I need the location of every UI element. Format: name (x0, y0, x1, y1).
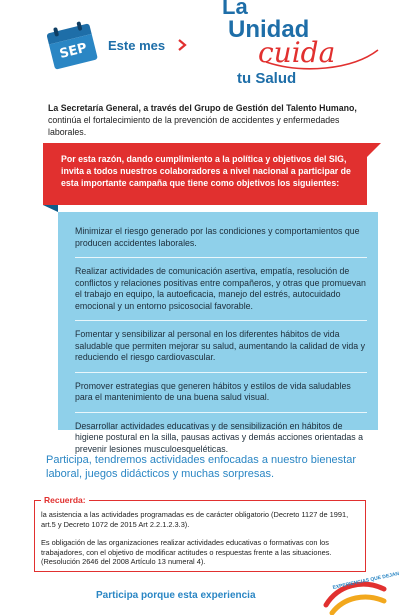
recuerda-box (34, 495, 366, 572)
campaign-text: Por esta razón, dando cumplimiento a la política y objetivos del SIG, invita a todos nuestros colaboradores a nivel nacional a participar de esta importante campaña que tiene como objetivos los siguientes: (61, 154, 351, 188)
calendar-label: SEP (49, 34, 98, 70)
recuerda-text (41, 510, 359, 576)
objectives-list (75, 226, 367, 455)
logo-cuida: cuida (258, 36, 336, 69)
objective-item: Promover estrategias que generen hábitos y estilos de vida saludables para el mantenimiento de una buena salud visual. (75, 380, 351, 402)
header (0, 0, 400, 100)
divider (75, 412, 367, 413)
campaign-red-box (43, 143, 367, 205)
objective-item: Realizar actividades de comunicación asertiva, empatía, resolución de conflictos y relaciones positivas entre compañeros, y otras que promuevan el trabajo en equipo, la autoeficacia, manejo del estrés, autocuidado emocional y un entorno psicosocial favorable. (75, 266, 366, 311)
intro-rest: continúa el fortalecimiento de la prevención de accidentes y enfermedades laborales. (48, 115, 340, 137)
logo-tu-salud: tu Salud (237, 70, 297, 87)
logo-unidad: Unidad (228, 16, 310, 43)
objective-item: Fomentar y sensibilizar al personal en los diferentes hábitos de vida saludable que permiten mejorar su salud, aumentando la calidad de vida y reduciendo el riesgo cardiovascular. (75, 329, 365, 362)
recuerda-label: Recuerda: (41, 495, 89, 505)
footer-text: Participa porque esta experiencia (96, 590, 256, 601)
recuerda-paragraph-1: la asistencia a las actividades programadas es de carácter obligatorio (Decreto 1127 de 1991, art.5 y Decreto 1072 de 2015 Art 2.2.1.2.3.3). (41, 510, 349, 529)
participa-text: Participa, tendremos actividades enfocadas a nuestro bienestar laboral, juegos didácticos y muchas sorpresas. (46, 454, 357, 480)
recuerda-paragraph-2: Es obligación de las organizaciones realizar actividades educativas o formativas con los trabajadores, con el objetivo de modificar actitudes o respuestas frente a las situaciones. (Resolución 2646 del 2008 Artículo 13 numeral 4). (41, 538, 332, 567)
objectives-box-fold (43, 205, 58, 212)
divider (75, 320, 367, 321)
intro-paragraph (48, 102, 368, 138)
este-mes-label: Este mes (108, 38, 166, 53)
intro-bold: La Secretaría General, a través del Grupo de Gestión del Talento Humano, (48, 103, 357, 113)
badge-text: EXPERIENCIAS QUE DEJAN (332, 571, 400, 591)
objective-item: Desarrollar actividades educativas y de sensibilización en hábitos de higiene postural en la silla, pausas activas y demás acciones orientadas a prevenir lesiones musculoesqueléticas. (75, 420, 364, 454)
objective-item: Minimizar el riesgo generado por las condiciones y comportamientos que producen accidentes laborales. (75, 226, 360, 248)
divider (75, 372, 367, 373)
arrow-right-icon (176, 39, 188, 51)
red-box-corner (367, 143, 381, 157)
divider (75, 257, 367, 258)
calendar-icon (45, 19, 98, 72)
logo-la: La (222, 0, 248, 19)
